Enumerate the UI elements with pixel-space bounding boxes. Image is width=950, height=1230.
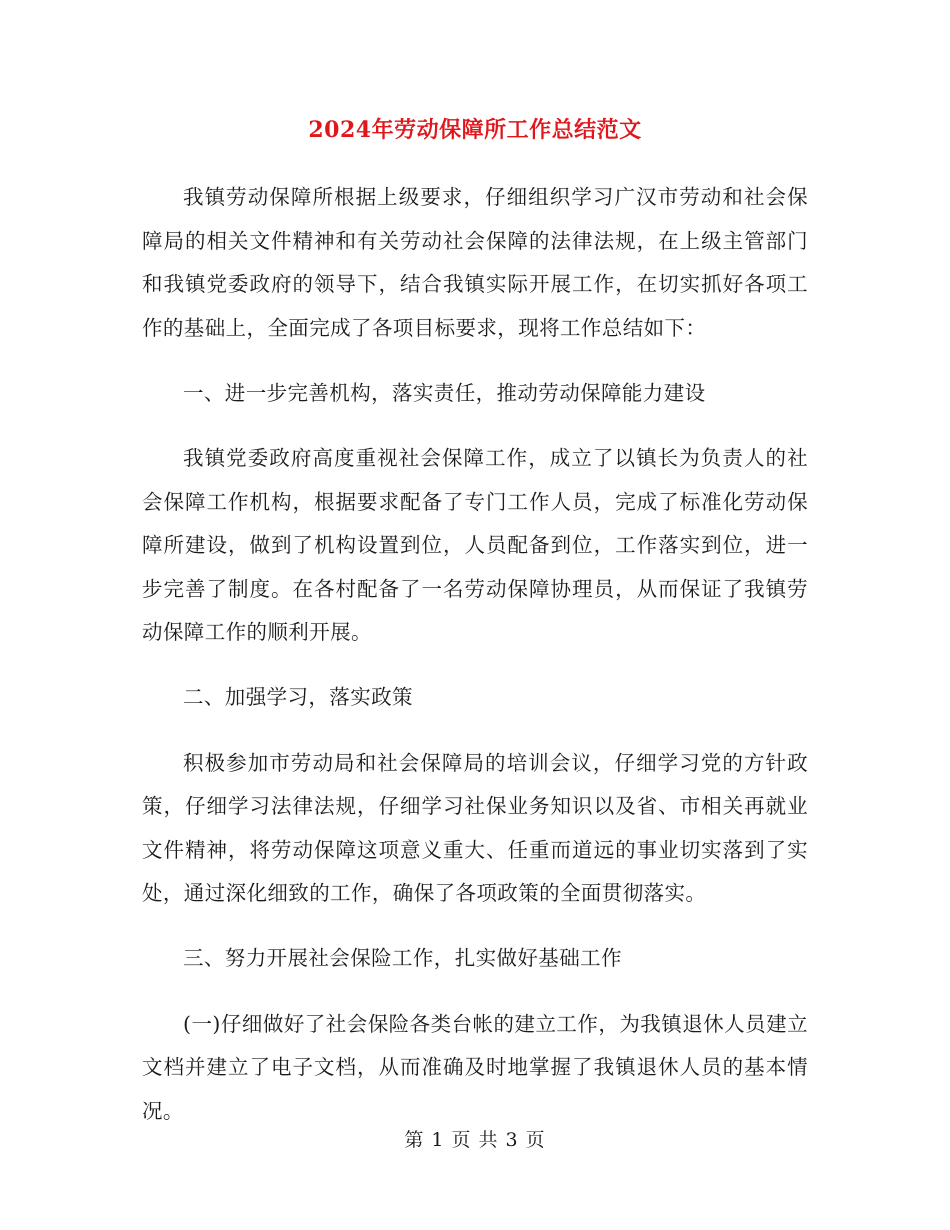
section-2-paragraph: 积极参加市劳动局和社会保障局的培训会议，仔细学习党的方针政策，仔细学习法律法规，仔细学习社保业务知识以及省、市相关再就业文件精神，将劳动保障这项意义重大、任重而道远的事业切实落到了实处，通过深化细致的工作，确保了各项政策的全面贯彻落实。 (142, 750, 808, 906)
intro-paragraph: 我镇劳动保障所根据上级要求，仔细组织学习广汉市劳动和社会保障局的相关文件精神和有关劳动社会保障的法律法规，在上级主管部门和我镇党委政府的领导下，结合我镇实际开展工作，在切实抓好各项工作的基础上，全面完成了各项目标要求，现将工作总结如下： (142, 185, 808, 340)
document-body (142, 176, 808, 1155)
section-heading-1: 一、进一步完善机构，落实责任，推动劳动保障能力建设 (183, 380, 706, 405)
section-1-paragraph: 我镇党委政府高度重视社会保障工作，成立了以镇长为负责人的社会保障工作机构，根据要求配备了专门工作人员，完成了标准化劳动保障所建设，做到了机构设置到位，人员配备到位，工作落实到位，进一步完善了制度。在各村配备了一名劳动保障协理员，从而保证了我镇劳动保障工作的顺利开展。 (142, 445, 808, 645)
page-number-footer: 第 1 页 共 3 页 (404, 1129, 546, 1151)
section-heading-3: 三、努力开展社会保险工作，扎实做好基础工作 (183, 946, 622, 971)
document-title: 2024年劳动保障所工作总结范文 (308, 117, 642, 143)
section-heading-2: 二、加强学习，落实政策 (183, 685, 413, 710)
section-3-paragraph: (一)仔细做好了社会保险各类台帐的建立工作，为我镇退休人员建立文档并建立了电子文档，从而准确及时地掌握了我镇退休人员的基本情况。 (142, 1011, 808, 1123)
